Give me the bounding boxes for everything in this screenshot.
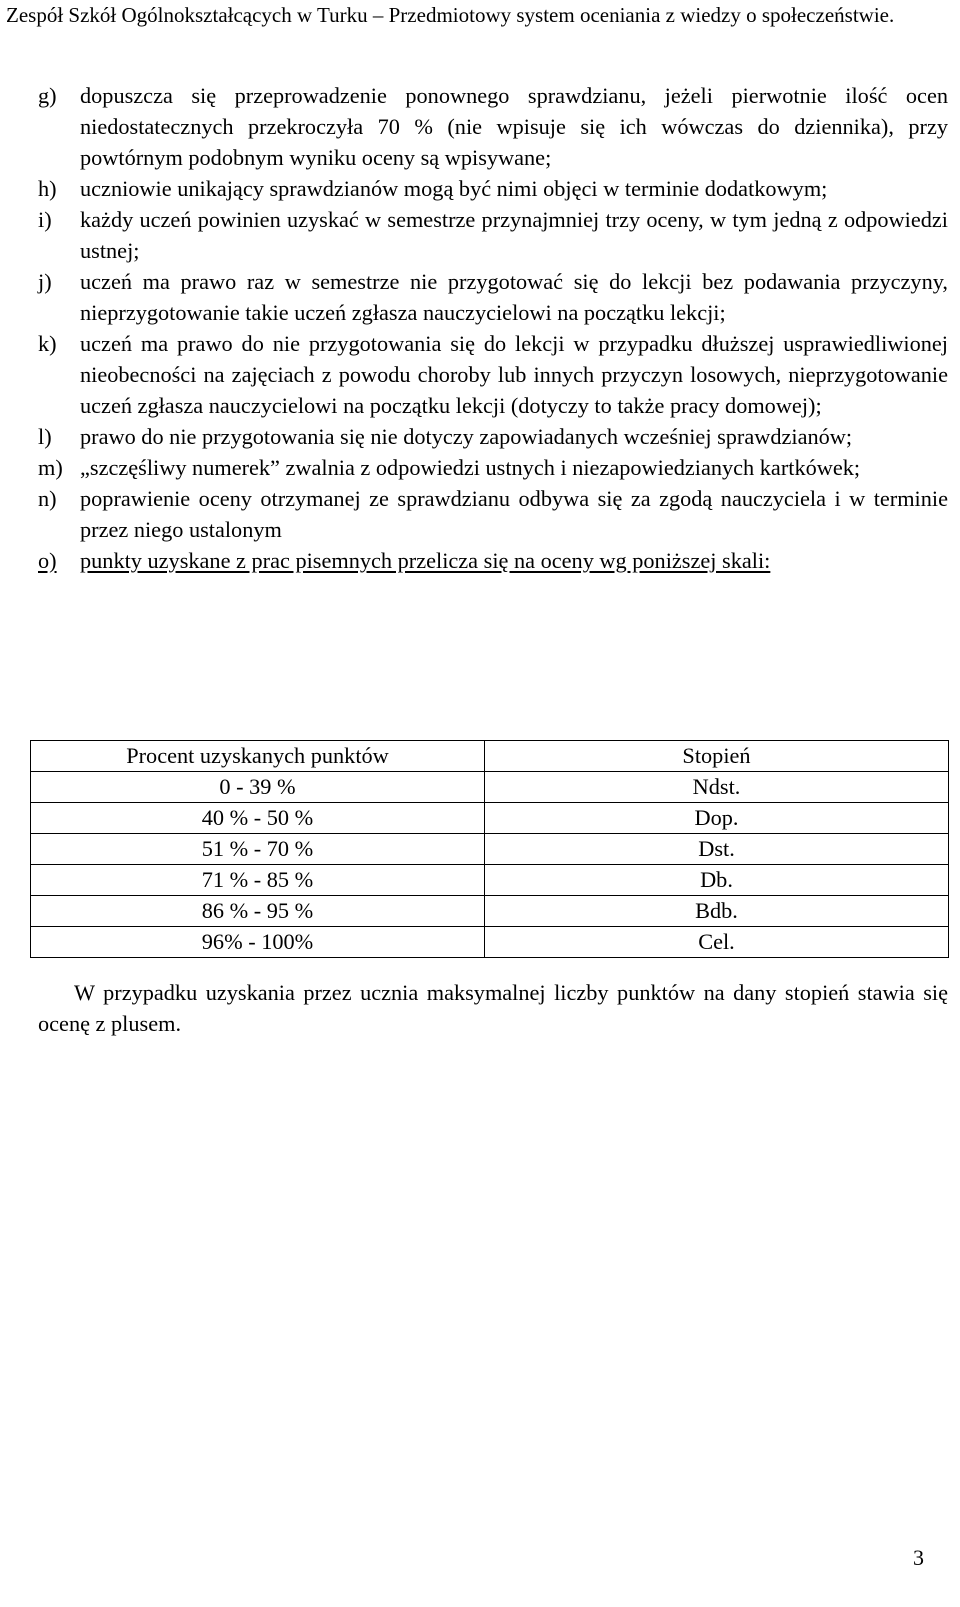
list-item-m xyxy=(38,452,948,483)
list-item-text: punkty uzyskane z prac pisemnych przelicza się na oceny wg poniższej skali: xyxy=(80,548,771,573)
list-item-k xyxy=(38,328,948,421)
grade-cell: Dst. xyxy=(485,834,949,865)
list-item-j xyxy=(38,266,948,328)
list-marker: m) xyxy=(38,455,63,480)
percent-range-cell: 51 % - 70 % xyxy=(31,834,485,865)
percent-range-cell: 40 % - 50 % xyxy=(31,803,485,834)
table-row xyxy=(31,896,949,927)
list-item-text: każdy uczeń powinien uzyskać w semestrze przynajmniej trzy oceny, w tym jedną z odpowiedzi ustnej; xyxy=(80,207,948,263)
list-item-text: „szczęśliwy numerek” zwalnia z odpowiedzi ustnych i niezapowiedzianych kartkówek; xyxy=(80,455,861,480)
list-marker: i) xyxy=(38,207,52,232)
list-item-text: poprawienie oceny otrzymanej ze sprawdzianu odbywa się za zgodą nauczyciela i w terminie przez niego ustalonym xyxy=(80,486,948,542)
closing-paragraph: W przypadku uzyskania przez ucznia maksymalnej liczby punktów na dany stopień stawia się ocenę z plusem. xyxy=(38,980,948,1036)
percent-range-cell: 86 % - 95 % xyxy=(31,896,485,927)
list-item-text: uczeń ma prawo do nie przygotowania się do lekcji w przypadku dłuższej usprawiedliwionej nieobecności na zajęciach z powodu choroby lub innych przyczyn losowych, nieprzygotowanie uczeń zgłasza nauczycielowi na początku lekcji (dotyczy to także pracy domowej); xyxy=(80,331,948,418)
percent-range-cell: 0 - 39 % xyxy=(31,772,485,803)
list-marker: o) xyxy=(38,548,57,573)
list-item-n xyxy=(38,483,948,545)
list-item-text: uczniowie unikający sprawdzianów mogą być nimi objęci w terminie dodatkowym; xyxy=(80,176,828,201)
table-row xyxy=(31,803,949,834)
list-marker: h) xyxy=(38,176,57,201)
list-item-h xyxy=(38,173,948,204)
list-item-i xyxy=(38,204,948,266)
list-marker: n) xyxy=(38,486,57,511)
list-item-g xyxy=(38,80,948,173)
list-item-text: dopuszcza się przeprowadzenie ponownego sprawdzianu, jeżeli pierwotnie ilość ocen niedostatecznych przekroczyła 70 % (nie wpisuje się ich wówczas do dziennika), przy powtórnym podobnym wyniku oceny są wpisywane; xyxy=(80,83,948,170)
table-header-row xyxy=(31,741,949,772)
table-row xyxy=(31,772,949,803)
grade-cell: Bdb. xyxy=(485,896,949,927)
list-marker: l) xyxy=(38,424,52,449)
table-row xyxy=(31,834,949,865)
grade-cell: Dop. xyxy=(485,803,949,834)
list-item-l xyxy=(38,421,948,452)
grade-cell: Ndst. xyxy=(485,772,949,803)
assessment-rules-list xyxy=(38,80,948,576)
list-marker: g) xyxy=(38,83,57,108)
list-item-o xyxy=(38,545,948,576)
grade-scale-table xyxy=(30,740,949,958)
table-row xyxy=(31,927,949,958)
list-marker: k) xyxy=(38,331,57,356)
grade-cell: Db. xyxy=(485,865,949,896)
table-row xyxy=(31,865,949,896)
list-item-text: prawo do nie przygotowania się nie dotyczy zapowiadanych wcześniej sprawdzianów; xyxy=(80,424,853,449)
list-item-text: uczeń ma prawo raz w semestrze nie przygotować się do lekcji bez podawania przyczyny, nieprzygotowanie takie uczeń zgłasza nauczycielowi na początku lekcji; xyxy=(80,269,948,325)
grade-cell: Cel. xyxy=(485,927,949,958)
column-header-grade: Stopień xyxy=(485,741,949,772)
page-number: 3 xyxy=(913,1545,924,1570)
page-header: Zespół Szkół Ogólnokształcących w Turku – Przedmiotowy system oceniania z wiedzy o społeczeństwie. xyxy=(6,3,895,27)
percent-range-cell: 71 % - 85 % xyxy=(31,865,485,896)
column-header-percent: Procent uzyskanych punktów xyxy=(31,741,485,772)
list-marker: j) xyxy=(38,269,52,294)
percent-range-cell: 96% - 100% xyxy=(31,927,485,958)
